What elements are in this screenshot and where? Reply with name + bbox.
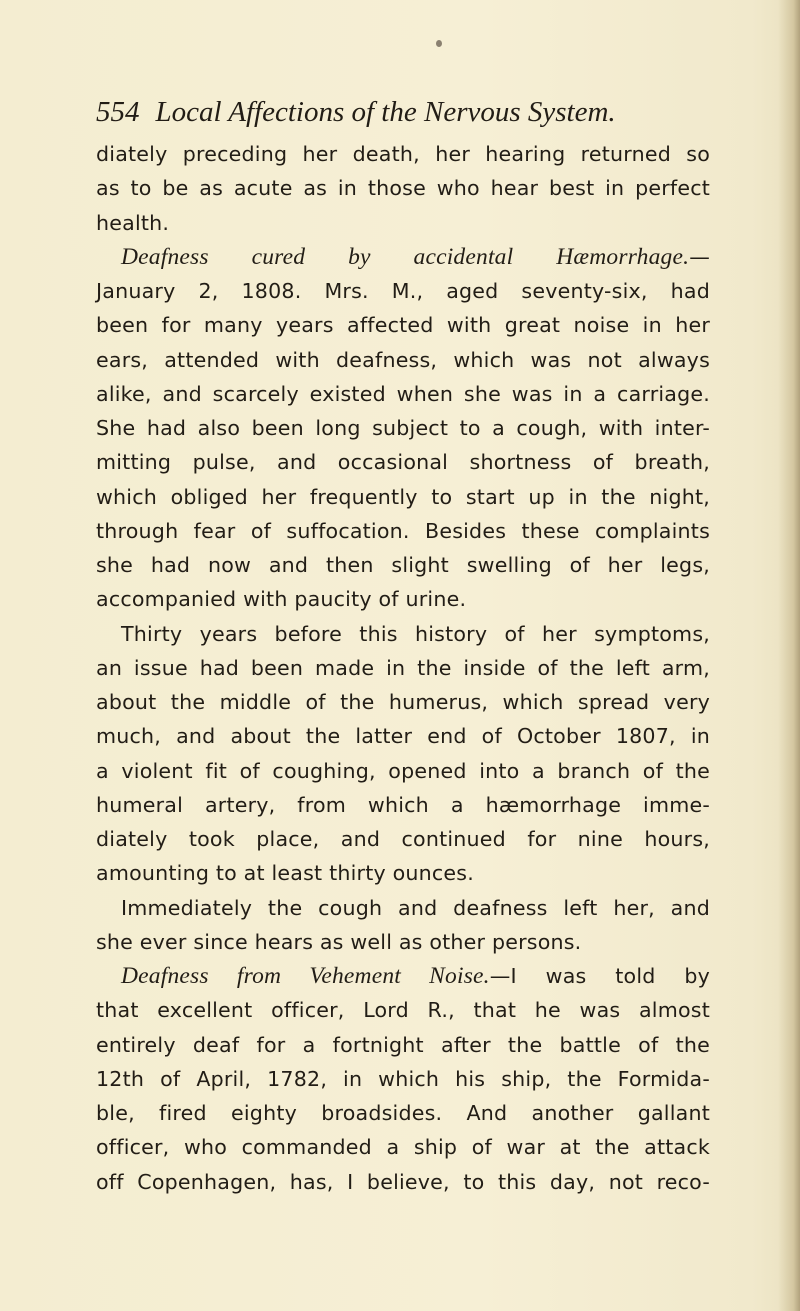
text-line xyxy=(96,891,710,925)
text-line xyxy=(96,411,710,445)
section-heading-line xyxy=(96,240,710,274)
ink-speck xyxy=(436,40,442,47)
line-text: she had now and then slight swelling of her legs, xyxy=(96,553,710,577)
text-line xyxy=(96,308,710,342)
line-text: alike, and scarcely existed when she was in a carriage. xyxy=(96,381,710,406)
line-text: amounting to at least thirty ounces. xyxy=(96,861,474,886)
line-text: Immediately the cough and deafness left her, and xyxy=(121,895,710,920)
line-text: —I was told by xyxy=(489,964,711,988)
text-line xyxy=(96,377,710,411)
text-line xyxy=(96,514,710,548)
page-edge-shadow xyxy=(778,0,800,1311)
running-header xyxy=(96,96,716,136)
text-line xyxy=(96,822,710,856)
text-line xyxy=(96,137,710,171)
line-text: been for many years affected with great noise in her xyxy=(96,313,710,338)
text-line xyxy=(96,617,710,651)
line-text: diately took place, and continued for nine hours, xyxy=(96,827,710,851)
text-line xyxy=(96,171,710,205)
text-line xyxy=(96,685,710,719)
text-line xyxy=(96,1028,710,1062)
text-line xyxy=(96,856,710,890)
line-text: which obliged her frequently to start up in the night, xyxy=(96,484,710,509)
text-line xyxy=(96,1130,710,1164)
text-line xyxy=(96,343,710,377)
line-text: January 2, 1808. Mrs. M., aged seventy-six, had xyxy=(96,279,710,303)
line-text: mitting pulse, and occasional shortness of breath, xyxy=(96,450,710,475)
line-text: humeral artery, from which a hæmorrhage imme- xyxy=(96,792,710,817)
body-text xyxy=(96,137,710,1199)
text-line xyxy=(96,582,710,616)
line-text: a violent fit of coughing, opened into a branch of the xyxy=(96,758,710,783)
text-line xyxy=(96,274,710,308)
text-line xyxy=(96,651,710,685)
section-heading: Deafness from Vehement Noise. xyxy=(121,963,490,989)
line-text: as to be as acute as in those who hear best in perfect xyxy=(96,176,710,201)
line-text: 12th of April, 1782, in which his ship, the Formida- xyxy=(96,1066,710,1091)
text-line xyxy=(96,993,710,1027)
text-line xyxy=(96,788,710,822)
page-number: 554 xyxy=(96,96,140,128)
line-text: much, and about the latter end of October 1807, in xyxy=(96,724,710,749)
text-line xyxy=(96,480,710,514)
text-line xyxy=(96,1096,710,1130)
line-text: through fear of suffocation. Besides these complaints xyxy=(96,518,710,543)
line-text: an issue had been made in the inside of the left arm, xyxy=(96,655,710,680)
text-line xyxy=(96,719,710,753)
line-text: that excellent officer, Lord R., that he was almost xyxy=(96,998,710,1023)
text-line xyxy=(96,1062,710,1096)
line-text: accompanied with paucity of urine. xyxy=(96,587,467,612)
section-heading: Deafness cured by accidental Hæmorrhage. xyxy=(121,243,690,270)
line-text: Thirty years before this history of her symptoms, xyxy=(121,621,710,646)
text-line xyxy=(96,754,710,788)
line-text: off Copenhagen, has, I believe, to this day, not reco- xyxy=(96,1169,710,1194)
line-text: diately preceding her death, her hearing returned so xyxy=(96,142,710,166)
text-line xyxy=(96,445,710,479)
line-text: — xyxy=(689,244,710,269)
line-text: She had also been long subject to a cough, with inter- xyxy=(96,416,710,440)
section-heading-line xyxy=(96,959,710,993)
line-text: ble, fired eighty broadsides. And another gallant xyxy=(96,1101,710,1125)
line-text: ears, attended with deafness, which was not always xyxy=(96,347,710,372)
line-text: she ever since hears as well as other persons. xyxy=(96,929,582,954)
line-text: officer, who commanded a ship of war at the attack xyxy=(96,1135,710,1160)
text-line xyxy=(96,925,710,959)
line-text: about the middle of the humerus, which spread very xyxy=(96,690,710,714)
text-line xyxy=(96,1165,710,1199)
text-line xyxy=(96,548,710,582)
line-text: health. xyxy=(96,210,170,235)
text-line xyxy=(96,206,710,240)
running-title: Local Affections of the Nervous System. xyxy=(155,96,616,128)
line-text: entirely deaf for a fortnight after the battle of the xyxy=(96,1032,710,1057)
